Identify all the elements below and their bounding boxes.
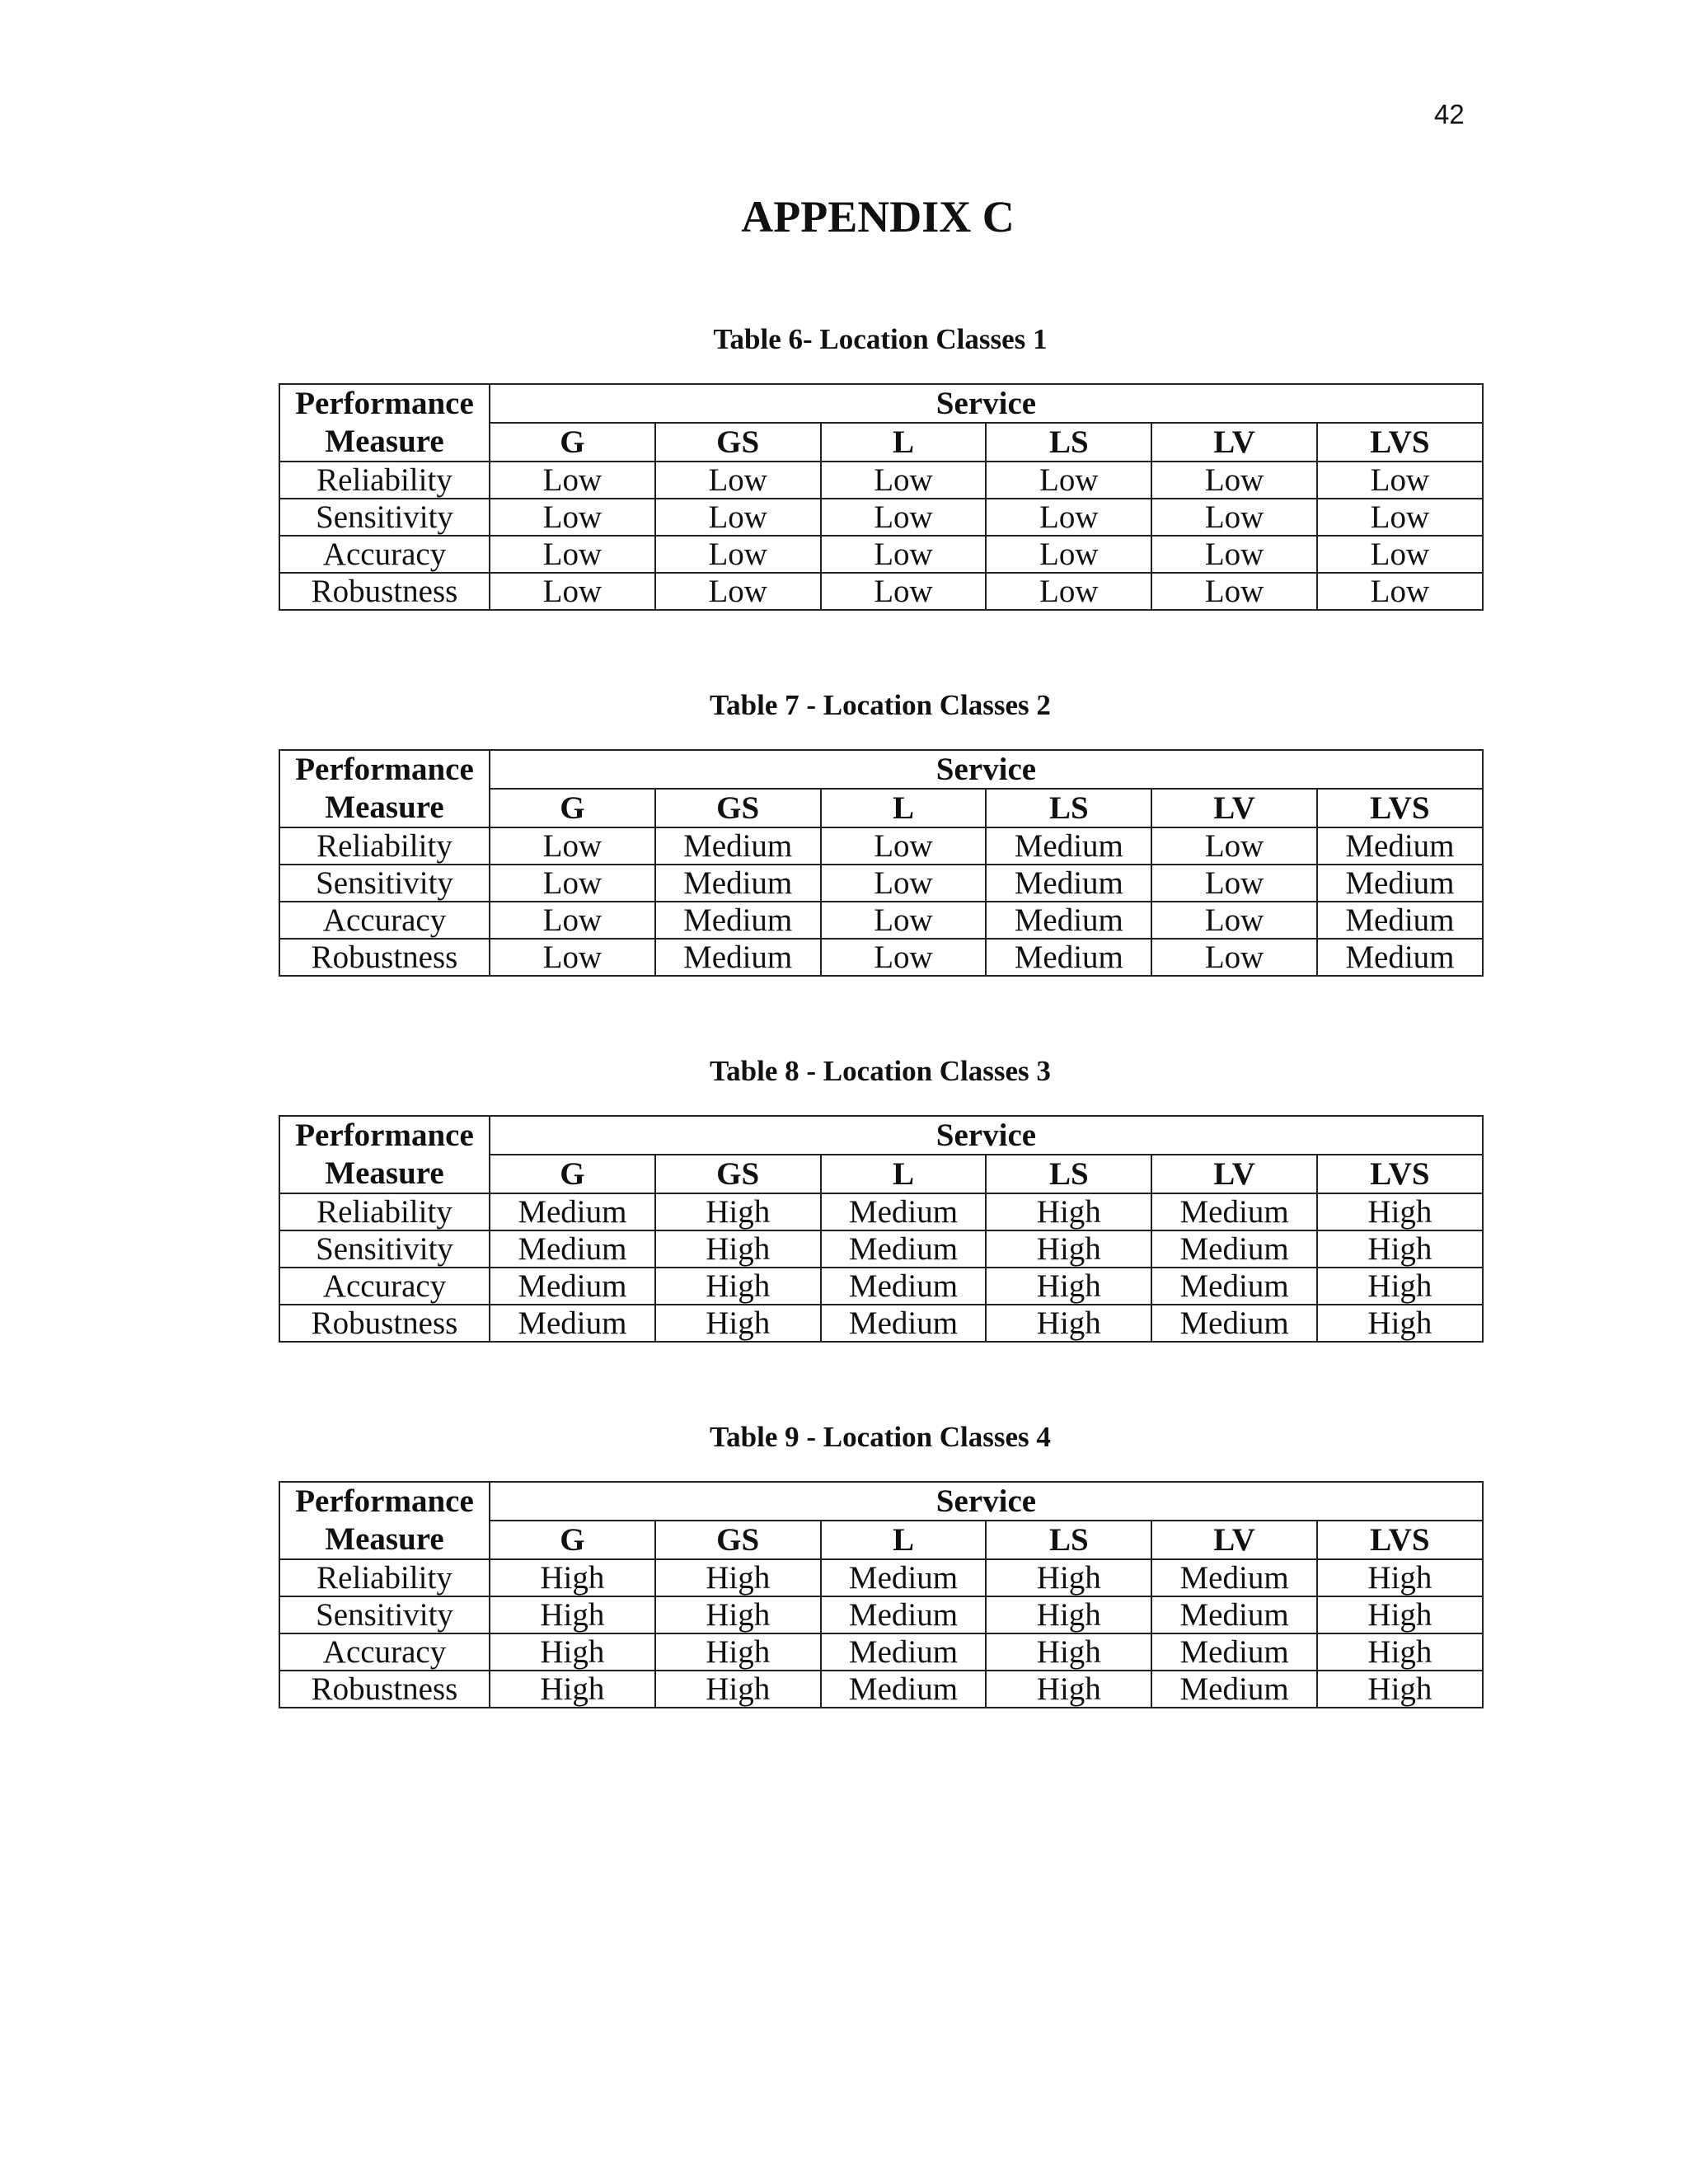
- rating-cell: Medium: [655, 939, 821, 976]
- service-column-header: LV: [1151, 789, 1317, 827]
- measure-header-line2: Measure: [325, 1155, 444, 1191]
- measure-header-line1: Performance: [295, 386, 474, 421]
- measure-header-line1: Performance: [295, 1118, 474, 1153]
- service-group-header: Service: [490, 1116, 1483, 1155]
- rating-cell: High: [1317, 1559, 1483, 1596]
- page-number: 42: [1434, 99, 1465, 129]
- service-column-header: LVS: [1317, 1155, 1483, 1193]
- rating-cell: Medium: [1151, 1193, 1317, 1230]
- rating-cell: Low: [1151, 865, 1317, 902]
- rating-cell: Low: [821, 499, 987, 536]
- service-column-header: G: [490, 789, 655, 827]
- rating-cell: Medium: [821, 1230, 987, 1268]
- rating-cell: Medium: [821, 1633, 987, 1671]
- measure-cell: Accuracy: [279, 1633, 490, 1671]
- service-column-header: LV: [1151, 423, 1317, 462]
- rating-cell: Low: [821, 536, 987, 573]
- rating-cell: High: [655, 1305, 821, 1342]
- rating-cell: Medium: [1317, 865, 1483, 902]
- measure-cell: Accuracy: [279, 536, 490, 573]
- rating-cell: Medium: [490, 1305, 655, 1342]
- table-row: [279, 1596, 1483, 1633]
- rating-cell: Medium: [490, 1230, 655, 1268]
- rating-cell: High: [655, 1596, 821, 1633]
- service-column-header: G: [490, 423, 655, 462]
- service-column-header: L: [821, 789, 987, 827]
- measure-cell: Robustness: [279, 573, 490, 610]
- measure-cell: Reliability: [279, 1193, 490, 1230]
- rating-cell: Low: [1151, 573, 1317, 610]
- table-caption: Table 9 - Location Classes 4: [710, 1421, 1051, 1453]
- measure-cell: Sensitivity: [279, 865, 490, 902]
- rating-cell: High: [986, 1671, 1151, 1708]
- measure-cell: Reliability: [279, 827, 490, 865]
- service-column-header: G: [490, 1521, 655, 1559]
- service-column-header: L: [821, 423, 987, 462]
- rating-cell: Medium: [1151, 1596, 1317, 1633]
- rating-cell: Low: [1317, 573, 1483, 610]
- rating-cell: Medium: [821, 1193, 987, 1230]
- rating-cell: High: [1317, 1596, 1483, 1633]
- table-row: [279, 1268, 1483, 1305]
- measure-cell: Reliability: [279, 1559, 490, 1596]
- rating-cell: Medium: [986, 902, 1151, 939]
- rating-cell: Low: [986, 573, 1151, 610]
- rating-cell: Low: [1317, 499, 1483, 536]
- rating-cell: High: [655, 1230, 821, 1268]
- rating-cell: Low: [821, 462, 987, 499]
- service-column-header: L: [821, 1155, 987, 1193]
- rating-cell: Medium: [655, 902, 821, 939]
- rating-cell: High: [490, 1671, 655, 1708]
- measure-cell: Robustness: [279, 1671, 490, 1708]
- measure-cell: Robustness: [279, 939, 490, 976]
- rating-cell: Low: [821, 902, 987, 939]
- rating-cell: High: [986, 1596, 1151, 1633]
- rating-cell: Low: [986, 499, 1151, 536]
- rating-cell: Medium: [986, 939, 1151, 976]
- rating-cell: Low: [1317, 536, 1483, 573]
- service-column-header: G: [490, 1155, 655, 1193]
- table-row: [279, 573, 1483, 610]
- table-caption: Table 7 - Location Classes 2: [710, 689, 1051, 721]
- appendix-title: APPENDIX C: [741, 192, 1015, 241]
- table-row: [279, 939, 1483, 976]
- rating-cell: Medium: [821, 1305, 987, 1342]
- rating-cell: Low: [1151, 902, 1317, 939]
- rating-cell: High: [490, 1596, 655, 1633]
- measure-header-line1: Performance: [295, 1483, 474, 1519]
- rating-cell: High: [986, 1305, 1151, 1342]
- table-row: [279, 865, 1483, 902]
- performance-table: [279, 1115, 1484, 1343]
- rating-cell: Low: [490, 827, 655, 865]
- rating-cell: Low: [490, 499, 655, 536]
- measure-header-line2: Measure: [325, 1521, 444, 1557]
- rating-cell: Low: [986, 462, 1151, 499]
- performance-measure-header: [279, 750, 490, 827]
- rating-cell: Medium: [1151, 1268, 1317, 1305]
- rating-cell: Medium: [655, 827, 821, 865]
- performance-table: [279, 1481, 1484, 1708]
- rating-cell: Low: [821, 865, 987, 902]
- rating-cell: High: [1317, 1633, 1483, 1671]
- performance-table: [279, 749, 1484, 977]
- table-row: [279, 827, 1483, 865]
- table-row: [279, 536, 1483, 573]
- measure-header-line2: Measure: [325, 424, 444, 459]
- service-column-header: GS: [655, 1521, 821, 1559]
- rating-cell: High: [655, 1193, 821, 1230]
- rating-cell: High: [655, 1633, 821, 1671]
- rating-cell: Low: [821, 573, 987, 610]
- rating-cell: Medium: [821, 1671, 987, 1708]
- table-caption: Table 8 - Location Classes 3: [710, 1055, 1051, 1087]
- rating-cell: Medium: [1151, 1305, 1317, 1342]
- rating-cell: Low: [1151, 827, 1317, 865]
- measure-cell: Sensitivity: [279, 1230, 490, 1268]
- rating-cell: Low: [655, 536, 821, 573]
- service-column-header: LS: [986, 1155, 1151, 1193]
- service-column-header: GS: [655, 789, 821, 827]
- service-column-header: LS: [986, 423, 1151, 462]
- rating-cell: High: [1317, 1230, 1483, 1268]
- rating-cell: High: [655, 1671, 821, 1708]
- rating-cell: Low: [821, 827, 987, 865]
- rating-cell: Medium: [1317, 939, 1483, 976]
- service-group-header: Service: [490, 750, 1483, 789]
- table-row: [279, 1193, 1483, 1230]
- table-row: [279, 499, 1483, 536]
- table-caption: Table 6- Location Classes 1: [713, 323, 1048, 355]
- table-row: [279, 462, 1483, 499]
- rating-cell: Low: [1151, 499, 1317, 536]
- rating-cell: Medium: [1151, 1671, 1317, 1708]
- rating-cell: Low: [490, 902, 655, 939]
- rating-cell: High: [986, 1559, 1151, 1596]
- rating-cell: Medium: [1317, 827, 1483, 865]
- rating-cell: Low: [1151, 536, 1317, 573]
- measure-cell: Reliability: [279, 462, 490, 499]
- table-row: [279, 1559, 1483, 1596]
- measure-header-line2: Measure: [325, 790, 444, 825]
- rating-cell: High: [1317, 1193, 1483, 1230]
- table-row: [279, 1633, 1483, 1671]
- table-row: [279, 1230, 1483, 1268]
- rating-cell: Medium: [490, 1193, 655, 1230]
- rating-cell: Medium: [986, 865, 1151, 902]
- measure-cell: Accuracy: [279, 1268, 490, 1305]
- rating-cell: Low: [490, 939, 655, 976]
- rating-cell: Low: [1151, 939, 1317, 976]
- service-column-header: LVS: [1317, 1521, 1483, 1559]
- service-column-header: LV: [1151, 1155, 1317, 1193]
- rating-cell: Low: [490, 536, 655, 573]
- table-row: [279, 1671, 1483, 1708]
- rating-cell: Low: [986, 536, 1151, 573]
- rating-cell: High: [986, 1268, 1151, 1305]
- rating-cell: High: [490, 1559, 655, 1596]
- rating-cell: Medium: [1151, 1559, 1317, 1596]
- rating-cell: Low: [655, 499, 821, 536]
- service-group-header: Service: [490, 384, 1483, 423]
- rating-cell: High: [655, 1559, 821, 1596]
- rating-cell: Medium: [655, 865, 821, 902]
- measure-cell: Sensitivity: [279, 499, 490, 536]
- measure-cell: Robustness: [279, 1305, 490, 1342]
- rating-cell: Medium: [1151, 1633, 1317, 1671]
- service-column-header: LVS: [1317, 423, 1483, 462]
- rating-cell: Low: [655, 573, 821, 610]
- rating-cell: High: [655, 1268, 821, 1305]
- rating-cell: Medium: [821, 1268, 987, 1305]
- rating-cell: Low: [1317, 462, 1483, 499]
- service-column-header: LS: [986, 1521, 1151, 1559]
- table-row: [279, 902, 1483, 939]
- rating-cell: High: [986, 1193, 1151, 1230]
- performance-table: [279, 383, 1484, 611]
- rating-cell: High: [986, 1230, 1151, 1268]
- service-column-header: GS: [655, 1155, 821, 1193]
- rating-cell: Medium: [821, 1559, 987, 1596]
- rating-cell: Medium: [821, 1596, 987, 1633]
- rating-cell: Medium: [986, 827, 1151, 865]
- rating-cell: Low: [490, 865, 655, 902]
- service-column-header: GS: [655, 423, 821, 462]
- rating-cell: Medium: [490, 1268, 655, 1305]
- service-column-header: L: [821, 1521, 987, 1559]
- service-column-header: LVS: [1317, 789, 1483, 827]
- service-column-header: LV: [1151, 1521, 1317, 1559]
- performance-measure-header: [279, 1116, 490, 1193]
- performance-measure-header: [279, 1482, 490, 1559]
- rating-cell: High: [1317, 1305, 1483, 1342]
- measure-cell: Sensitivity: [279, 1596, 490, 1633]
- rating-cell: Low: [1151, 462, 1317, 499]
- rating-cell: Medium: [1317, 902, 1483, 939]
- rating-cell: High: [1317, 1671, 1483, 1708]
- service-column-header: LS: [986, 789, 1151, 827]
- rating-cell: High: [490, 1633, 655, 1671]
- rating-cell: Low: [821, 939, 987, 976]
- rating-cell: Low: [655, 462, 821, 499]
- rating-cell: High: [986, 1633, 1151, 1671]
- rating-cell: Low: [490, 462, 655, 499]
- performance-measure-header: [279, 384, 490, 462]
- table-row: [279, 1305, 1483, 1342]
- rating-cell: Medium: [1151, 1230, 1317, 1268]
- measure-header-line1: Performance: [295, 752, 474, 787]
- measure-cell: Accuracy: [279, 902, 490, 939]
- rating-cell: High: [1317, 1268, 1483, 1305]
- service-group-header: Service: [490, 1482, 1483, 1521]
- rating-cell: Low: [490, 573, 655, 610]
